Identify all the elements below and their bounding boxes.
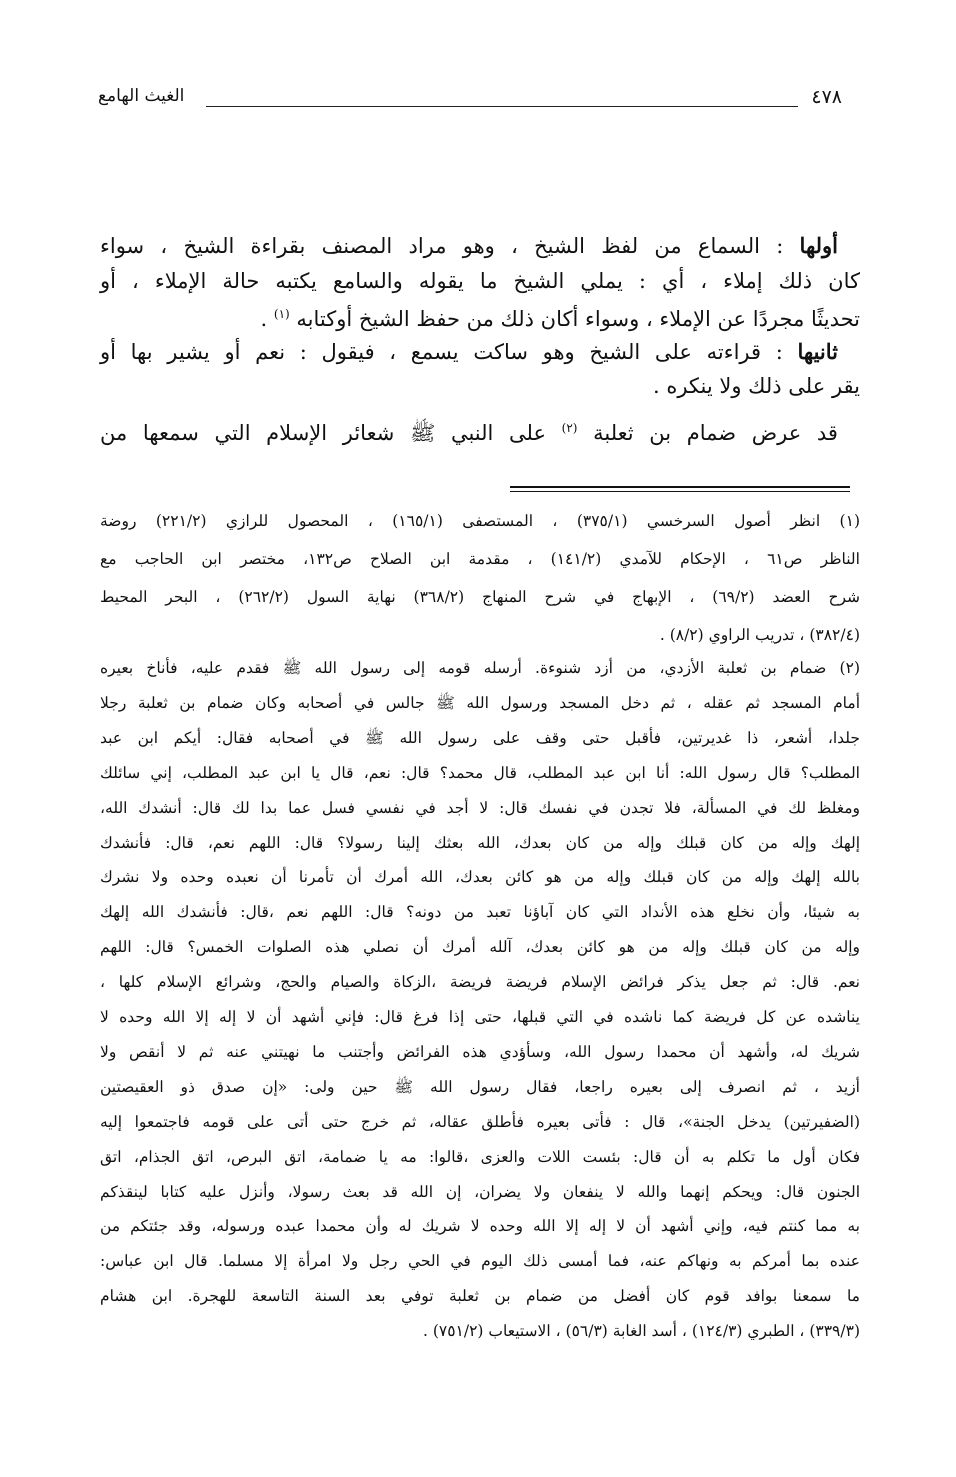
text: . [260, 307, 274, 331]
book-title: الغيث الهامع [98, 86, 185, 106]
footnote-ref-1[interactable]: (١) [273, 307, 290, 321]
footnote-line: إلهك وإله من كان قبلك وإله من كان بعدك، الله بعثك إلينا رسولا؟ قال: اللهم نعم، قال: فأنشدك [100, 833, 860, 852]
text: تحديثًا مجردًا عن الإملاء ، وسواء أكان ذلك من حفظ الشيخ أوكتابه [296, 307, 860, 331]
footnote-line: المطلب؟ قال رسول الله: أنا ابن عبد المطلب، قال محمد؟ قال: نعم، قال يا ابن عبد المطلب، إني سائلك [100, 763, 860, 782]
footnote-line: (٣٨٢/٤) ، تدريب الراوي (٨/٢) . [659, 626, 860, 644]
footnote-ref-2[interactable]: (٢) [561, 421, 578, 435]
main-text-line [100, 297, 860, 331]
footnote-line: ومغلظ لك في المسألة، فلا تجدن في نفسك قال: لا أجد في نفسي فسل عما بدا لك قال: أنشدك الله، [100, 798, 860, 817]
footnote-line: به شيئا، وأن نخلع هذه الأنداد التي كان آباؤنا تعبد من دونه؟ قال: اللهم نعم ،قال: فأنشدك الله إلهك [100, 903, 860, 922]
footnote-separator [510, 486, 850, 488]
footnote-line: (١) انظر أصول السرخسي (٣٧٥/١) ، المستصفى (١٦٥/١) ، المحصول للرازي (٢٢١/٢) روضة [100, 512, 860, 530]
footnote-line: وإله من كان قبلك وإله من هو كائن بعدك، آلله أمرك أن نصلي هذه الصلوات الخمس؟ قال: اللهم [100, 938, 860, 957]
footnote-line: أزيد ، ثم انصرف إلى بعيره راجعا، فقال رسول الله ﷺ حين ولى: «إن صدق ذو العقيصتين [100, 1077, 860, 1096]
footnote-line: (الضفيرتين) يدخل الجنة»، قال : فأتى بعيره فأطلق عقاله، ثم خرج حتى أتى على قومه فاجتمعوا إليه [100, 1112, 860, 1131]
text: : السماع من لفظ الشيخ ، وهو مراد المصنف بقراءة الشيخ ، سواء [100, 234, 784, 258]
footnote-line: (٢) ضمام بن ثعلبة الأزدي، من أزد شنوءة. أرسله قومه إلى رسول الله ﷺ فقدم عليه، فأناخ بعيره [100, 659, 860, 677]
term-thaniha: ثانيها [797, 339, 838, 364]
main-text-line: يقر على ذلك ولا ينكره . [652, 374, 860, 398]
footnote-line: (٣٣٩/٣) ، الطبري (١٢٤/٣) ، أسد الغابة (٥٦/٣) ، الاستيعاب (٧٥١/٢) . [422, 1322, 860, 1341]
text: قد عرض ضمام بن ثعلبة [593, 421, 838, 445]
footnote-line: شرح العضد (٦٩/٢) ، الإبهاج في شرح المنهاج (٣٦٨/٢) نهاية السول (٢٦٢/٢) ، البحر المحيط [100, 588, 861, 606]
footnote-line: شريك له، وأشهد أن محمدا رسول الله، وسأؤدي هذه الفرائض وأجتنب ما نهيتني عنه ثم لا أنقص ولا [100, 1042, 860, 1061]
main-text-line [100, 411, 860, 445]
footnote-line: أمام المسجد ثم عقله ، ثم دخل المسجد ورسول الله ﷺ جالس في أصحابه وكان ضمام بن ثعلبة رجلا [100, 693, 860, 712]
page-number: ٤٧٨ [811, 86, 842, 108]
footnote-separator [510, 491, 850, 492]
footnote-line: يناشده عن كل فريضة كما ناشده في التي قبلها، حتى إذا فرغ قال: فإني أشهد أن لا إله إلا الله وحده لا [100, 1008, 860, 1026]
footnote-line: ما سمعنا بوافد قوم كان أفضل من ضمام بن ثعلبة توفي بعد السنة التاسعة للهجرة. ابن هشام [100, 1287, 860, 1306]
footnote-line: جلدا، أشعر، ذا غديرتين، فأقبل حتى وقف على رسول الله ﷺ في أصحابه فقال: أيكم ابن عبد [100, 728, 860, 747]
text: : قراءته على الشيخ وهو ساكت يسمع ، فيقول : نعم أو يشير بها أو [100, 340, 783, 364]
main-text-line [100, 335, 860, 369]
term-awwaluha: أولها [799, 233, 838, 258]
text: على النبي ﷺ شعائر الإسلام التي سمعها من [100, 421, 546, 445]
main-text-line [100, 229, 860, 263]
header-rule [206, 106, 798, 107]
footnote-line: به مما كنتم فيه، وإني أشهد أن لا إله إلا الله وحده لا شريك له وأن محمدا عبده ورسوله، وقد جئتكم من [100, 1217, 860, 1236]
main-text-line: كان ذلك إملاء ، أي : يملي الشيخ ما يقوله والسامع يكتبه حالة الإملاء ، أو [100, 269, 860, 293]
footnote-line: الناظر ص٦١ ، الإحكام للآمدي (١٤١/٢) ، مقدمة ابن الصلاح ص١٣٢، مختصر ابن الحاجب مع [100, 550, 860, 568]
footnote-line: الجنون قال: ويحكم إنهما والله لا ينفعان ولا يضران، إن الله قد بعث رسولا، وأنزل عليه كتابا لينقذكم [100, 1182, 860, 1201]
footnote-line: عنده بما أمركم به ونهاكم عنه، فما أمسى ذلك اليوم في الحي رجل ولا امرأة إلا مسلما. قال ابن عباس: [100, 1252, 860, 1271]
footnote-line: نعم. قال: ثم جعل يذكر فرائض الإسلام فريضة فريضة ،الزكاة والصيام والحج، وشرائع الإسلام كلها ، [100, 973, 860, 992]
running-header [98, 86, 842, 114]
footnote-line: فكان أول ما تكلم به أن قال: بئست اللات والعزى ،قالوا: مه يا ضمامة، اتق البرص، اتق الجذام، اتق [100, 1147, 860, 1166]
footnote-line: بالله إلهك وإله من كان قبلك وإله من هو كائن بعدك، الله أمرك أن تأمرنا أن نعبده وحده ولا نشرك [100, 868, 860, 887]
